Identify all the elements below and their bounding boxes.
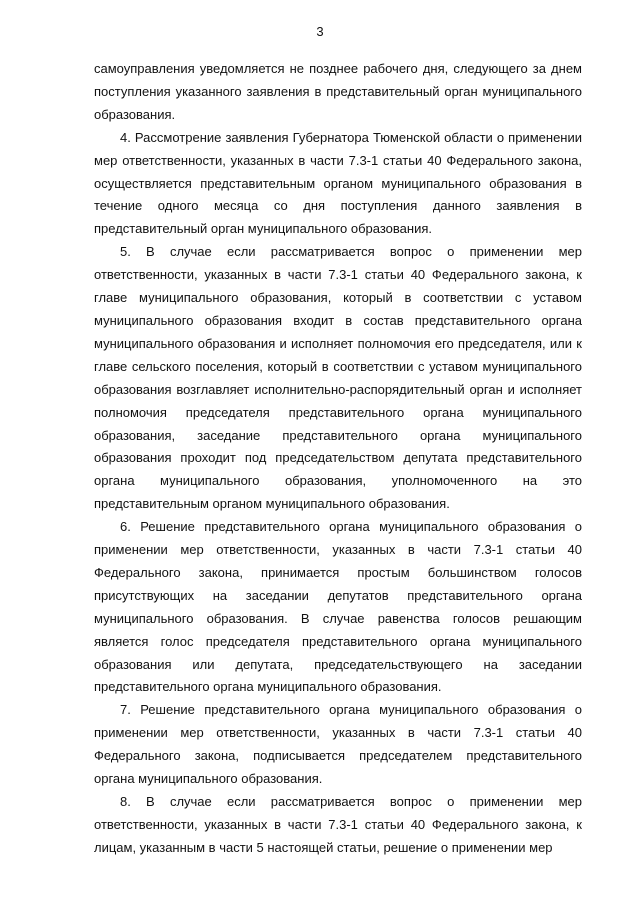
paragraph-5: 5. В случае если рассматривается вопрос о применении мер ответственности, указанных в части 7.3-1 статьи 40 Федерального закона, к главе муниципального образования, который в соответствии с уставом муниципального образования входит в состав представительного органа муниципального образования и исполняет полномочия его председателя, или к главе сельского поселения, который в соответствии с уставом муниципального образования возглавляет исполнительно-распорядительный орган и исполняет полномочия председателя представительного органа муниципального образования, заседание представительного органа муниципального образования проходит под председательством депутата представительного органа муниципального образования, уполномоченного на это представительным органом муниципального образования. [94,244,582,512]
paragraph-8: 8. В случае если рассматривается вопрос о применении мер ответственности, указанных в части 7.3-1 статьи 40 Федерального закона, к лицам, указанным в части 5 настоящей статьи, решение о применении мер [94,794,582,855]
paragraph-4: 4. Рассмотрение заявления Губернатора Тюменской области о применении мер ответственности, указанных в части 7.3-1 статьи 40 Федерального закона, осуществляется представительным органом муниципального образования в течение одного месяца со дня поступления данного заявления в представительный орган муниципального образования. [94,129,582,237]
paragraph-7: 7. Решение представительного органа муниципального образования о применении мер ответственности, указанных в части 7.3-1 статьи 40 Федерального закона, подписывается председателем представительного органа муниципального образования. [94,702,582,787]
paragraph-6: 6. Решение представительного органа муниципального образования о применении мер ответственности, указанных в части 7.3-1 статьи 40 Федерального закона, принимается простым большинством голосов присутствующих на заседании депутатов представительного органа муниципального образования. В случае равенства голосов решающим является голос председателя представительного органа муниципального образования или депутата, председательствующего на заседании представительного органа муниципального образования. [94,519,582,695]
paragraph-continuation: самоуправления уведомляется не позднее рабочего дня, следующего за днем поступления указанного заявления в представительный орган муниципального образования. [94,61,582,122]
page-number: 3 [316,24,324,39]
document-body [94,58,582,860]
